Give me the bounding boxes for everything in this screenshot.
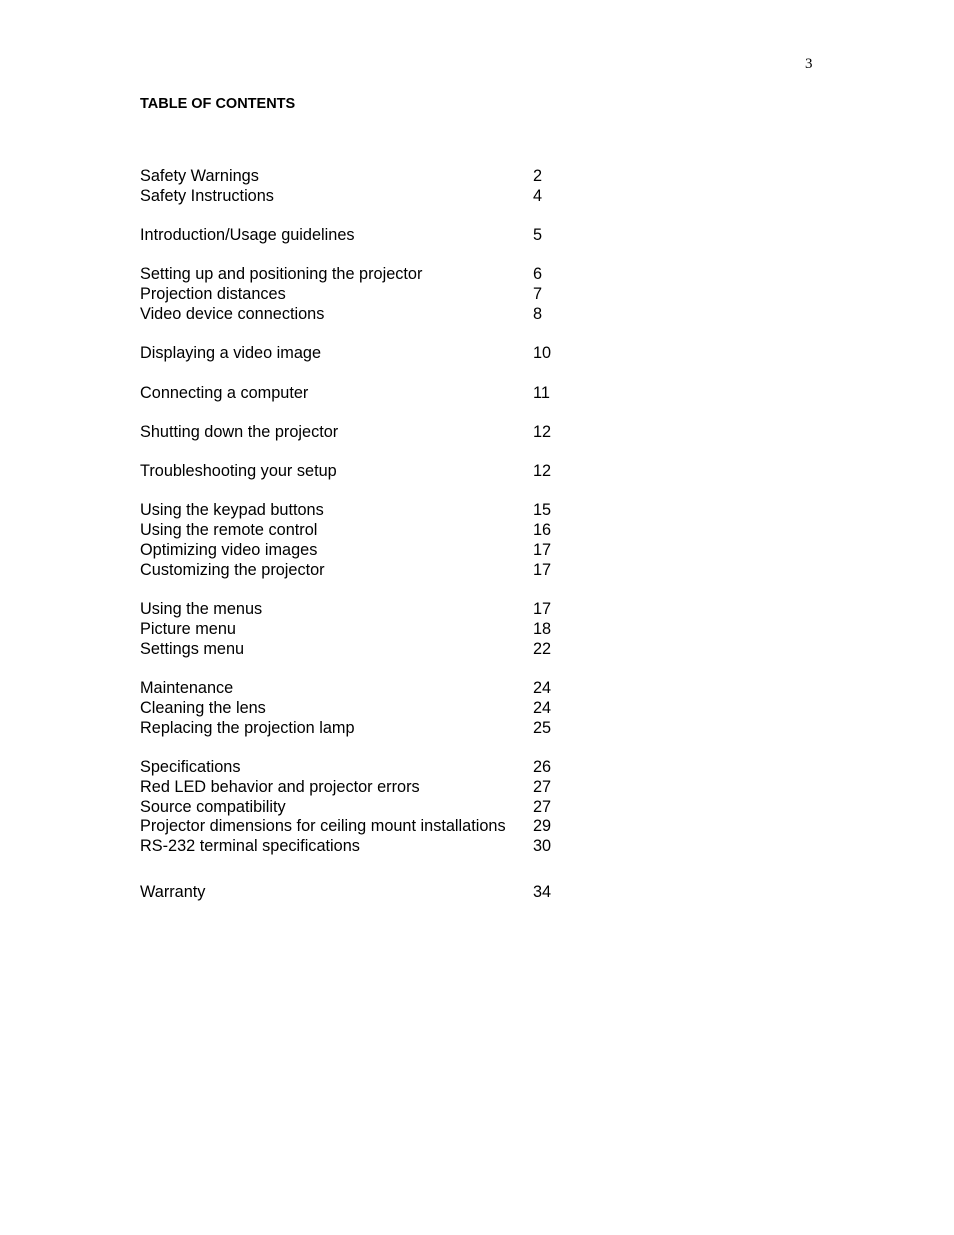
toc-entry-page: 22 bbox=[533, 639, 552, 658]
toc-entry-page: 24 bbox=[533, 679, 552, 698]
toc-entry bbox=[140, 679, 610, 699]
toc-entry-page: 2 bbox=[533, 167, 543, 185]
toc-entry-page: 12 bbox=[533, 422, 552, 441]
toc-entry-page: 27 bbox=[533, 777, 552, 796]
toc-entry bbox=[140, 798, 610, 818]
toc-entry-label: Red LED behavior and projector errors bbox=[140, 777, 420, 796]
toc-group bbox=[140, 226, 610, 246]
toc-entry-page: 15 bbox=[533, 501, 552, 520]
toc-group bbox=[140, 501, 610, 580]
toc-entry-page: 30 bbox=[533, 837, 552, 856]
toc-entry-label: RS-232 terminal specifications bbox=[140, 837, 360, 856]
toc-entry bbox=[140, 344, 610, 364]
toc-entry-page: 17 bbox=[533, 541, 552, 560]
toc-entry-label: Replacing the projection lamp bbox=[140, 718, 355, 737]
toc-entry bbox=[140, 883, 610, 903]
toc-entry-page: 6 bbox=[533, 265, 543, 284]
toc-entry bbox=[140, 640, 610, 660]
toc-entry bbox=[140, 305, 610, 325]
toc-entry-label: Settings menu bbox=[140, 639, 245, 658]
toc-group bbox=[140, 679, 610, 738]
toc-entry-label: Using the keypad buttons bbox=[140, 501, 324, 520]
toc-entry bbox=[140, 541, 610, 561]
toc-entry-label: Projector dimensions for ceiling mount installations bbox=[140, 817, 506, 836]
toc-entry-page: 7 bbox=[533, 285, 543, 304]
toc-entry-label: Setting up and positioning the projector bbox=[140, 265, 423, 284]
toc-group bbox=[140, 462, 610, 482]
toc-entry-label: Troubleshooting your setup bbox=[140, 462, 337, 481]
toc-entry bbox=[140, 265, 610, 285]
toc-entry bbox=[140, 699, 610, 719]
toc-entry bbox=[140, 384, 610, 404]
toc-title: TABLE OF CONTENTS bbox=[140, 96, 296, 112]
toc-entry-label: Optimizing video images bbox=[140, 541, 318, 560]
toc-entry-label: Warranty bbox=[140, 882, 206, 901]
toc-entry-page: 34 bbox=[533, 882, 552, 901]
toc-entry-page: 25 bbox=[533, 718, 552, 737]
toc-entry-label: Source compatibility bbox=[140, 797, 286, 816]
toc-entry-page: 12 bbox=[533, 462, 552, 481]
toc-entry bbox=[140, 521, 610, 541]
toc-entry-label: Safety Instructions bbox=[140, 186, 274, 205]
toc-entry-page: 26 bbox=[533, 757, 552, 776]
toc-entry-page: 10 bbox=[533, 344, 552, 363]
toc-entry-label: Connecting a computer bbox=[140, 383, 309, 402]
toc-group bbox=[140, 344, 610, 364]
toc-entry bbox=[140, 778, 610, 798]
toc-group bbox=[140, 423, 610, 443]
toc-group bbox=[140, 883, 610, 903]
toc-entry bbox=[140, 501, 610, 521]
toc-entry-page: 4 bbox=[533, 186, 543, 205]
toc-entry bbox=[140, 462, 610, 482]
page-number: 3 bbox=[805, 56, 813, 72]
toc-entry-page: 17 bbox=[533, 560, 552, 579]
toc-entry bbox=[140, 187, 610, 207]
toc-entry bbox=[140, 817, 610, 837]
toc-entry-page: 8 bbox=[533, 304, 543, 323]
toc-group bbox=[140, 167, 610, 207]
toc-entry-label: Specifications bbox=[140, 757, 241, 776]
toc-entry-label: Maintenance bbox=[140, 679, 234, 698]
toc-entry bbox=[140, 620, 610, 640]
toc-entry bbox=[140, 600, 610, 620]
toc-entry bbox=[140, 285, 610, 305]
toc-entry-page: 5 bbox=[533, 226, 543, 245]
toc-group bbox=[140, 600, 610, 659]
toc-entry bbox=[140, 561, 610, 581]
toc-group bbox=[140, 758, 610, 857]
toc-entry-label: Cleaning the lens bbox=[140, 698, 266, 717]
toc-group bbox=[140, 265, 610, 324]
toc-entry-label: Safety Warnings bbox=[140, 167, 259, 185]
toc-entry-page: 24 bbox=[533, 698, 552, 717]
toc-entry-label: Picture menu bbox=[140, 619, 236, 638]
toc-entry bbox=[140, 837, 610, 857]
toc-entry bbox=[140, 719, 610, 739]
toc-entry-page: 11 bbox=[533, 383, 550, 402]
toc-entry-label: Using the menus bbox=[140, 600, 263, 619]
toc-entry-label: Customizing the projector bbox=[140, 560, 325, 579]
toc-entry bbox=[140, 423, 610, 443]
toc-entry-page: 18 bbox=[533, 619, 552, 638]
toc-entry-page: 27 bbox=[533, 797, 552, 816]
toc-entry bbox=[140, 226, 610, 246]
toc-entry-page: 29 bbox=[533, 817, 552, 836]
toc-entry bbox=[140, 758, 610, 778]
toc-entry-page: 16 bbox=[533, 521, 552, 540]
table-of-contents bbox=[140, 167, 610, 922]
toc-entry-label: Displaying a video image bbox=[140, 344, 322, 363]
toc-entry-label: Using the remote control bbox=[140, 521, 318, 540]
toc-entry-label: Projection distances bbox=[140, 285, 286, 304]
toc-entry-page: 17 bbox=[533, 600, 552, 619]
toc-entry bbox=[140, 167, 610, 187]
toc-entry-label: Shutting down the projector bbox=[140, 422, 339, 441]
toc-entry-label: Video device connections bbox=[140, 304, 325, 323]
toc-entry-label: Introduction/Usage guidelines bbox=[140, 226, 355, 245]
toc-group bbox=[140, 384, 610, 404]
